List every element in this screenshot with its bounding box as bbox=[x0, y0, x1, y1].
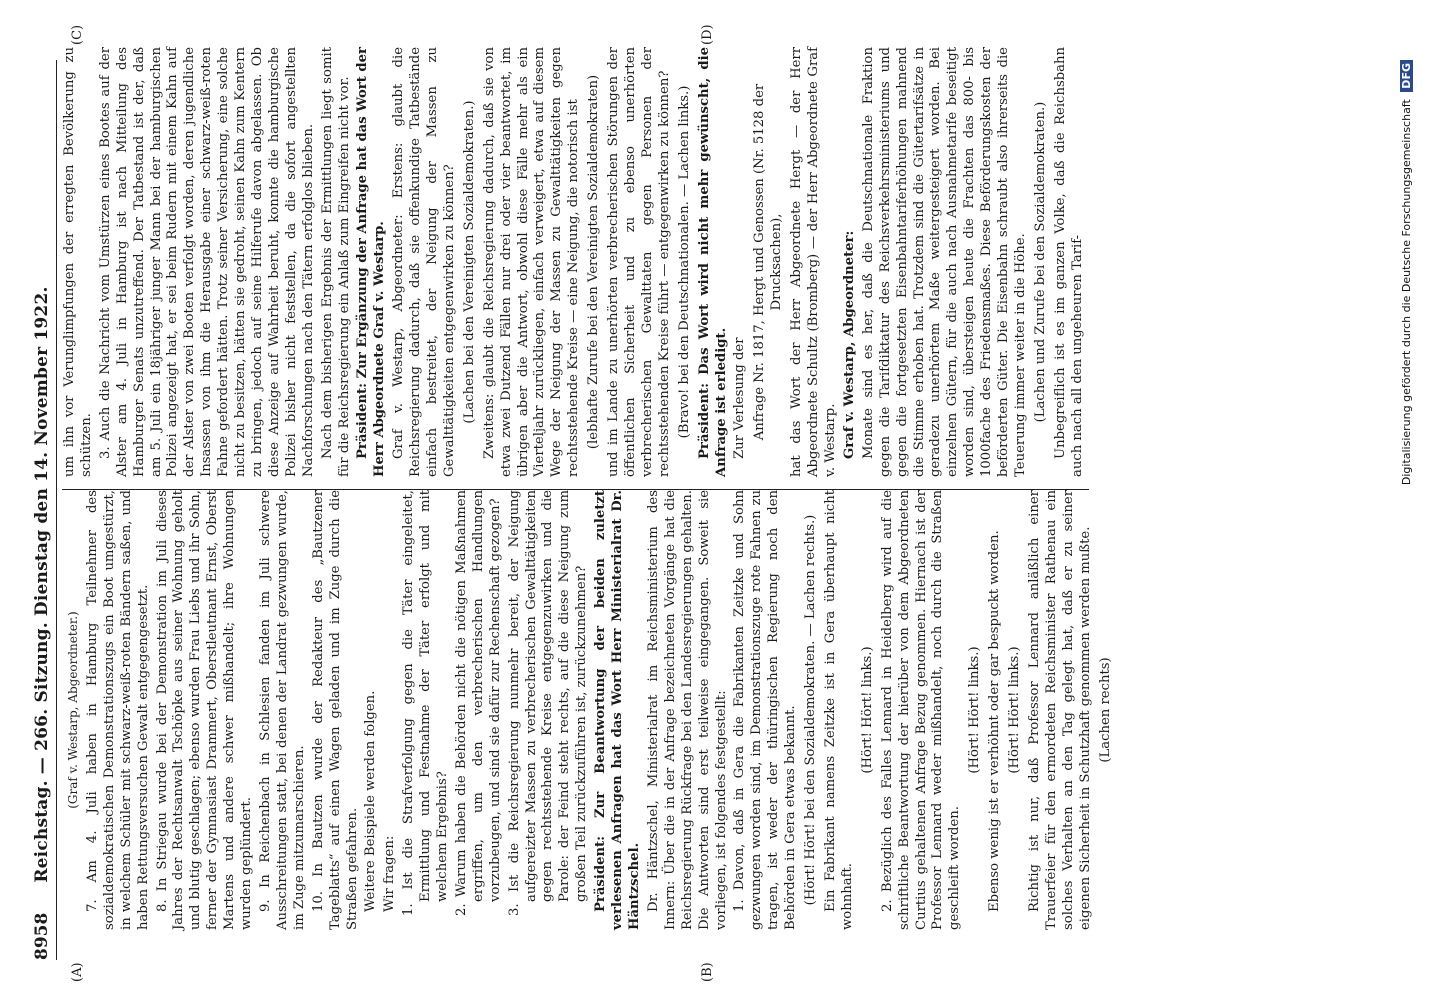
interjection: (Hört! Hört! links.) bbox=[1007, 646, 1023, 774]
page-number: 8958 bbox=[32, 912, 52, 960]
speaker-statement: Graf v. Westarp, Abgeordneter: Erstens: glaubt die Reichsregierung dadurch, daß sie offenkundige Tatbestände einfach bestreitet, der Neigung der Massen zu Gewalttätigkeiten entgegenwirken zu können? bbox=[391, 47, 457, 477]
question-item: 2. Warum haben die Behörden nicht die nötigen Maßnahmen ergriffen, um den verbrecherischen Handlungen vorzubeugen, und sind sie dafür zur Rechenschaft gezogen? bbox=[453, 490, 503, 916]
margin-marker-b: (B) bbox=[700, 962, 715, 982]
interjection: (Hört! Hört! bei den Sozialdemokraten. — Lachen rechts.) bbox=[803, 514, 819, 906]
paragraph: Richtig ist nur, daß Professor Lennard anläßlich einer Trauerfeier für den ermordeten Reichsminister Rathenau ein solches Verhalten an den Tag gelegt hat, daß er zu seiner eigenen Sicherheit in Schutzhaft genommen werden mußte. bbox=[1026, 490, 1093, 930]
paragraph: Wir fragen: bbox=[382, 835, 398, 912]
page-header bbox=[12, 60, 57, 960]
digitization-credit bbox=[1400, 60, 1413, 960]
margin-marker-d: (D) bbox=[700, 24, 715, 45]
paragraph: 10. In Bautzen wurde der Redakteur des „Bautzener Tageblatts“ auf einen Wagen geladen und im Zuge durch die Straßen gefahren. bbox=[310, 490, 360, 930]
paragraph: 3. Auch die Nachricht vom Umstürzen eines Bootes auf der Alster am 4. Juli in Hamburg ist nach Mitteilung des Hamburger Senats unzutreffend. Der Tatbestand ist der, daß am 5. Juli ein 18jähriger junger Mann bei der hamburgischen Polizei angezeigt hat, er sei beim Rudern mit einem Kahn auf der Alster von zwei Booten verfolgt worden, deren jugendliche Insassen von ihm die Herausgabe einer schwarz-weiß-roten Fahne gefordert hätten. Trotz seiner Versicherung, eine solche nicht zu besitzen, hätten sie gedroht, seinen Kahn zum Kentern zu bringen, jedoch auf seine Hilferufe davon abgelassen. Ob diese Anzeige auf Wahrheit beruht, konnte die hamburgische Polizei bisher nicht feststellen, da die sofort angestellten Nachforschungen nach den Tätern erfolglos blieben. bbox=[97, 47, 316, 477]
interjection: (Lachen bei den Vereinigten Sozialdemokraten.) bbox=[461, 100, 477, 424]
interjection: (Bravo! bei den Deutschnationalen. — Lachen links.) bbox=[676, 85, 692, 439]
right-column bbox=[62, 47, 1089, 490]
paragraph: Monate sind es her, daß die Deutschnationale Fraktion gegen die Tarifdiktatur des Reichsverkehrsministeriums und gegen die fortgesetzten Eisenbahntariferhöhungen mahnend die Stimme erhoben hat. Trotzdem sind die Gütertarifsätze in geradezu unerhörtem Maße weitergesteigert worden. Bei einzelnen Gütern, für die auch nach Ausnahmetarife beseitigt worden sind, übersteigen heute die Frachten das 800- bis 1000fache des Friedensmaßes. Diese Beförderungskosten der beförderten Güter. Die Eisenbahn schraubt also ihrerseits die Teuerung immer weiter in die Höhe. bbox=[860, 47, 1028, 477]
paragraph: hat das Wort der Herr Abgeordnete Hergt — der Herr Abgeordnete Schultz (Bromberg) — der Herr Abgeordnete Graf v. Westarp. bbox=[789, 47, 838, 477]
paragraph: 1. Davon, daß in Gera die Fabrikanten Zeitzke und Sohn gezwungen worden sind, im Demonstrationszuge rote Fahnen zu tragen, ist weder der thüringischen Regierung noch den Behörden in Gera etwas bekannt. bbox=[732, 490, 799, 930]
interjection: (Hört! Hört! links.) bbox=[859, 646, 875, 774]
interjection: (Hört! Hört! links.) bbox=[967, 646, 983, 774]
paragraph: Weitere Beispiele werden folgen. bbox=[363, 690, 379, 912]
paragraph: und im Lande zu unerhörten verbrecherischen Störungen der öffentlichen Sicherheit und zu ebenso unerhörten verbrecherischen Gewalttaten gegen Personen der rechtsstehenden Kreise führt — entgegenwirken zu können? bbox=[606, 47, 672, 477]
paragraph: Zweitens: glaubt die Reichsregierung dadurch, daß sie von etwa zwei Dutzend Fällen nur drei oder vier beantwortet, im übrigen aber die Antwort, obwohl diese Fälle mehr als ein Vierteljahr zurückliegen, einfach verweigert, etwa auf diesem Wege der Neigung der Massen zu Gewalttätigkeiten gegen rechtsstehende Kreise — eine Neigung, die notorisch ist bbox=[481, 47, 582, 477]
speaker-name: Graf v. Westarp, Abgeordneter: bbox=[841, 230, 857, 459]
header-title: Reichstag. — 266. Sitzung. Dienstag den 14. November 1922. bbox=[32, 286, 52, 883]
paragraph: 9. In Reichenbach in Schlesien fanden im Juli schwere Ausschreitungen statt, bei denen der Landrat gezwungen wurde, im Zuge mitzumarschieren. bbox=[257, 490, 307, 930]
paragraph: Ein Fabrikant namens Zeitzke ist in Gera überhaupt nicht wohnhaft. bbox=[822, 490, 855, 930]
question-item: 3. Ist die Reichsregierung nunmehr bereit, der Neigung aufgereizter Massen zu verbrecherischen Gewalttätigkeiten gegen rechtsstehende Kreise entgegenzuwirken und die Parole: der Feind steht rechts, auf die diese Neigung zum großen Teil zurückzuführen ist, zurückzunehmen? bbox=[506, 490, 590, 916]
credit-text: Digitalisierung gefördert durch die Deutsche Forschungsgemeinschaft bbox=[1400, 99, 1413, 486]
interjection: (lebhafte Zurufe bei den Vereinigten Sozialdemokraten) bbox=[586, 74, 602, 450]
speaker-statement: Dr. Häntzschel, Ministerialrat im Reichsministerium des Innern: Über die in der Anfrage bezeichneten Vorgänge hat die Reichsregierung Rückfrage bei den Landesregierungen gehalten. Die Antworten sind erst teilweise eingegangen. Soweit sie vorliegen, ist folgendes festgestellt: bbox=[645, 490, 729, 930]
dfg-logo: DFG bbox=[1400, 60, 1413, 92]
paragraph: 7. Am 4. Juli haben in Hamburg Teilnehmer des sozialdemokratischen Demonstrationszugs ein Boot umgestürzt, in welchem Schüler mit schwarz-weiß-roten Bändern saßen, und haben Rettungsversuchen Gewalt entgegengesetzt. bbox=[84, 490, 151, 930]
paragraph: Ebenso wenig ist er verhöhnt oder gar bespuckt worden. bbox=[987, 530, 1003, 912]
paragraph: Unbegreiflich ist es im ganzen Volke, daß die Reichsbahn auch nach all den ungeheuren Tarif- bbox=[1052, 47, 1085, 477]
paragraph: Nach dem bisherigen Ergebnis der Ermittlungen liegt somit für die Reichsregierung ein Anlaß zum Eingreifen nicht vor. bbox=[319, 47, 352, 477]
paragraph: 2. Bezüglich des Falles Lennard in Heidelberg wird auf die schriftliche Beantwortung der hierüber von dem Abgeordneten Curtius gehaltenen Anfrage Bezug genommen. Hiernach ist der Professor Lennard weder mißhandelt, noch durch die Straßen geschleift worden. bbox=[879, 490, 963, 930]
president-statement: Präsident: Zur Beantwortung der beiden zuletzt verlesenen Anfragen hat das Wort Herr Ministerialrat Dr. Häntzschel. bbox=[593, 490, 642, 930]
interjection: (Lachen rechts) bbox=[1097, 657, 1113, 763]
margin-marker-c: (C) bbox=[70, 24, 85, 45]
left-column bbox=[62, 490, 1117, 930]
president-statement: Präsident: Zur Ergänzung der Anfrage hat das Wort der Herr Abgeordnete Graf v. Westarp. bbox=[355, 47, 388, 477]
paragraph: um ihn vor Verunglimpfungen der erregten Bevölkerung zu schützen. bbox=[62, 47, 94, 477]
margin-marker-a: (A) bbox=[70, 962, 85, 982]
president-statement: Präsident: Das Wort wird nicht mehr gewünscht, die Anfrage ist erledigt. bbox=[696, 47, 729, 477]
question-item: 1. Ist die Strafverfolgung gegen die Täter eingeleitet, Ermittlung und Festnahme der Täter erfolgt und mit welchem Ergebnis? bbox=[401, 490, 451, 916]
agenda-item: Anfrage Nr. 1817, Hergt und Genossen (Nr. 5128 der Drucksachen), bbox=[752, 83, 785, 441]
interjection: (Lachen und Zurufe bei den Sozialdemokraten.) bbox=[1032, 101, 1048, 423]
speaker-ref: (Graf v. Westarp, Abgeordneter.) bbox=[66, 611, 80, 809]
paragraph: Zur Verlesung der bbox=[732, 337, 748, 459]
paragraph: 8. In Striegau wurde bei der Demonstration im Juli dieses Jahres der Rechtsanwalt Tschöpke aus seiner Wohnung geholt und blutig geschlagen; ebenso wurden Frau Liebs und ihr Sohn, ferner der Gymnasiast Drammert, Oberstleutnant Ernst, Oberst Martens und andere schwer mißhandelt; ihre Wohnungen wurden geplündert. bbox=[154, 490, 255, 930]
